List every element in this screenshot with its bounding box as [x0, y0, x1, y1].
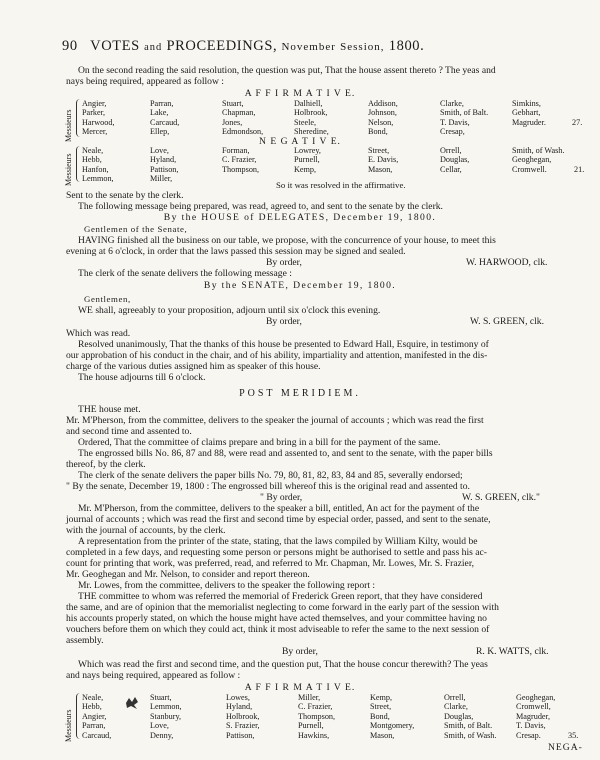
by-order: By order,: [282, 646, 318, 657]
message-heading: By the SENATE, December 19, 1800.: [203, 280, 397, 291]
vote-column: [370, 693, 414, 740]
member-name: Jones,: [222, 117, 243, 127]
paragraph-line: nays being required, appeared as follow :: [66, 76, 224, 87]
by-order: " By order,: [260, 492, 303, 503]
messieurs-label: Messieurs: [64, 153, 73, 186]
paragraph-line: with the journal of accounts, by the clerk.: [66, 525, 226, 536]
paragraph-line: thereof, by the clerk.: [66, 459, 146, 470]
member-name: Hanfon,: [82, 164, 109, 174]
member-name: Hebb,: [82, 155, 102, 165]
member-name: Lake,: [150, 108, 169, 118]
member-name: Holbrook,: [226, 711, 260, 721]
vote-column: [82, 693, 111, 740]
vote-column: [440, 146, 469, 174]
negative-label: N E G A T I V E.: [259, 136, 341, 147]
member-name: Johnson,: [368, 108, 397, 118]
affirmative-count: 35.: [568, 731, 579, 740]
vote-column: [226, 693, 260, 740]
member-name: Cellar,: [440, 164, 462, 174]
member-name: Street,: [370, 702, 392, 712]
paragraph-line: the same, and are of opinion that the memorialist neglecting to come forward in the early part of the session with: [66, 602, 499, 613]
member-name: Parran,: [150, 99, 174, 108]
negative-count: 21.: [574, 165, 585, 174]
member-name: Douglas,: [444, 711, 474, 721]
paragraph-line: HAVING finished all the business on our table, we propose, with the concurrence of your house, to meet this: [78, 235, 496, 246]
member-name: C. Frazier,: [222, 155, 257, 165]
signature: W. S. GREEN, clk.: [470, 316, 544, 327]
paragraph-line: On the second reading the said resolution, the question was put, That the house assent thereto ? The yeas and: [78, 65, 496, 76]
paragraph-line: journal of accounts ; which was read the first and second time by especial order, passed, and sent to the senate,: [66, 514, 491, 525]
member-name: Angier,: [82, 99, 107, 108]
signature: W. HARWOOD, clk.: [466, 257, 548, 268]
affirmative-label: A F F I R M A T I V E.: [244, 682, 356, 693]
member-name: Harwood,: [82, 117, 115, 127]
member-name: Stuart,: [150, 693, 172, 702]
paragraph-line: our approbation of his conduct in the chair, and of his ability, impartiality and attention, manifested in the dis-: [66, 350, 488, 361]
paragraph-line: The engrossed bills No. 86, 87 and 88, were read and assented to, and sent to the senate, with the paper bills: [78, 448, 493, 459]
member-name: Parker,: [82, 108, 106, 118]
member-name: Gebhart,: [512, 108, 541, 118]
member-name: Neale,: [82, 146, 104, 155]
vote-column: [294, 99, 329, 137]
paragraph-line: A representation from the printer of the state, stating, that the laws compiled by William Kilty, would be: [78, 536, 478, 547]
member-name: Kemp,: [370, 693, 393, 702]
member-name: Montgomery,: [370, 721, 415, 731]
ink-blot-decoration: [124, 696, 140, 710]
paragraph-line: THE house met.: [78, 404, 141, 415]
member-name: Edmondson,: [222, 127, 264, 137]
vote-column: [368, 99, 398, 137]
member-name: Stuart,: [222, 99, 244, 108]
paragraph-line: completed in a few days, and requesting some person or persons might be authorised to settle and pass his ac-: [66, 547, 487, 558]
member-name: Mason,: [368, 164, 393, 174]
vote-column: [444, 693, 496, 740]
paragraph-line: assembly.: [66, 635, 104, 646]
salutation: Gentlemen of the Senate,: [84, 224, 188, 234]
member-name: Carcaud,: [150, 117, 180, 127]
member-name: Forman,: [222, 146, 250, 155]
paragraph-line: count for printing that work, was preferred, read, and referred to Mr. Chapman, Mr. Lowes, Mr. S. Frazier,: [66, 558, 475, 569]
vote-column: [440, 99, 488, 137]
member-name: Thompson,: [222, 164, 260, 174]
member-name: Parran,: [82, 721, 106, 731]
member-name: Cresap.: [516, 730, 541, 740]
member-name: Steele,: [294, 117, 317, 127]
member-name: Douglas,: [440, 155, 470, 165]
by-order: By order,: [266, 316, 302, 327]
member-name: Stanbury,: [150, 711, 182, 721]
paragraph-line: Mr. Lowes, from the committee, delivers to the speaker the following report :: [78, 580, 376, 591]
member-name: Clarke,: [444, 702, 468, 712]
member-name: Pattison,: [226, 730, 255, 740]
paragraph-line: WE shall, agreeably to your proposition, adjourn until six o'clock this evening.: [78, 305, 381, 316]
paragraph-line: The clerk of the senate delivers the paper bills No. 79, 80, 81, 82, 83, 84 and 85, severally endorsed;: [78, 470, 463, 481]
member-name: Mason,: [370, 730, 395, 740]
vote-column: [150, 146, 178, 184]
member-name: Smith, of Balt.: [444, 721, 493, 731]
paragraph-line: " By the senate, December 19, 1800 : The engrossed bill whereof this is the original read and assented to.: [66, 481, 470, 492]
member-name: Lemmon,: [82, 174, 114, 184]
messieurs-label: Messieurs: [64, 709, 73, 742]
member-name: Street,: [368, 146, 390, 155]
member-name: Chapman,: [222, 108, 256, 118]
paragraph-line: The house adjourns till 6 o'clock.: [78, 372, 206, 383]
paragraph-line: Sent to the senate by the clerk.: [66, 190, 184, 201]
brace: [76, 99, 81, 137]
paragraph-line: his accounts properly stated, on which the house might have acted themselves, and your committee having no: [66, 613, 487, 624]
vote-column: [222, 99, 263, 137]
vote-column: [82, 99, 115, 137]
message-heading: By the HOUSE of DELEGATES, December 19, 1800.: [163, 212, 437, 223]
brace: [76, 146, 81, 182]
member-name: Cromwell.: [512, 164, 547, 174]
vote-column: [516, 693, 555, 740]
member-name: Neale,: [82, 693, 104, 702]
member-name: T. Davis,: [440, 117, 470, 127]
member-name: Lowrey,: [294, 146, 321, 155]
vote-column: [222, 146, 259, 174]
member-name: Angier,: [82, 711, 107, 721]
member-name: Addison,: [368, 99, 398, 108]
member-name: Nelson,: [368, 117, 394, 127]
paragraph-line: evening at 6 o'clock, in order that the laws passed this session may be signed and sealed.: [66, 246, 406, 257]
member-name: Clarke,: [440, 99, 464, 108]
paragraph-line: Mr. Geoghegan and Mr. Nelson, to consider and report thereon.: [66, 569, 310, 580]
member-name: C. Frazier,: [298, 702, 333, 712]
vote-column: [298, 693, 335, 740]
vote-column: [82, 146, 114, 184]
member-name: Bond,: [368, 127, 388, 137]
vote-column: [368, 146, 398, 174]
member-name: Smith, of Wash.: [512, 146, 565, 155]
member-name: T. Davis,: [516, 721, 546, 731]
paragraph-line: and nays being required, appeared as follow :: [66, 670, 241, 681]
paragraph-line: Mr. M'Pherson, from the committee, delivers to the speaker the journal of accounts ; which was read the first: [66, 415, 484, 426]
member-name: Orrell,: [440, 146, 462, 155]
paragraph-line: charge of the various duties assigned him as speaker of this house.: [66, 361, 321, 372]
member-name: E. Davis,: [368, 155, 399, 165]
member-name: Purnell,: [294, 155, 320, 165]
page-header: 90 VOTES and PROCEEDINGS, November Session, 1800.: [62, 38, 425, 54]
vote-column: [150, 99, 179, 137]
member-name: Simkins,: [512, 99, 541, 108]
member-name: Smith, of Wash.: [444, 730, 497, 740]
vote-column: [512, 146, 564, 174]
member-name: Hawkins,: [298, 730, 330, 740]
member-name: Pattison,: [150, 164, 179, 174]
member-name: Cresap,: [440, 127, 465, 137]
member-name: Lowes,: [226, 693, 250, 702]
paragraph-line: vouchers before them on which they could act, think it most adviseable to refer the same to the next session of: [66, 624, 490, 635]
messieurs-label: Messieurs: [64, 109, 73, 142]
member-name: Holbrook,: [294, 108, 328, 118]
member-name: Purnell,: [298, 721, 324, 731]
member-name: Dalhiell,: [294, 99, 323, 108]
member-name: Sheredine,: [294, 127, 329, 137]
member-name: Cromwell,: [516, 702, 551, 712]
vote-column: [150, 693, 182, 740]
member-name: Thompson,: [298, 711, 336, 721]
member-name: Bond,: [370, 711, 390, 721]
paragraph-line: and second time and assented to.: [66, 426, 192, 437]
catchword: NEGA-: [548, 742, 583, 753]
paragraph-line: THE committee to whom was referred the memorial of Frederick Green report, that they have considered: [78, 591, 483, 602]
salutation: Gentlemen,: [84, 294, 131, 304]
member-name: Smith, of Balt.: [440, 108, 489, 118]
member-name: Kemp,: [294, 164, 317, 174]
by-order: By order,: [266, 257, 302, 268]
paragraph-line: The clerk of the senate delivers the following message :: [78, 268, 292, 279]
paragraph-line: Which was read the first and second time, and the question put, That the house concur therewith? The yeas: [78, 659, 488, 670]
vote-column: [512, 99, 546, 127]
member-name: Lemmon,: [150, 702, 182, 712]
member-name: Ellep,: [150, 127, 170, 137]
member-name: Miller,: [298, 693, 321, 702]
member-name: S. Frazier,: [226, 721, 260, 731]
paragraph-line: Resolved unanimously, That the thanks of this house be presented to Edward Hall, Esquire, in testimony of: [78, 339, 489, 350]
paragraph-line: Ordered, That the committee of claims prepare and bring in a bill for the payment of the same.: [78, 437, 441, 448]
member-name: Love,: [150, 721, 169, 731]
member-name: Geoghegan,: [516, 693, 556, 702]
member-name: Magruder.: [512, 117, 546, 127]
member-name: Hyland,: [150, 155, 177, 165]
section-heading: POST MERIDIEM.: [239, 388, 361, 399]
signature: W. S. GREEN, clk.": [462, 492, 540, 503]
member-name: Geoghegan,: [512, 155, 552, 165]
member-name: Denny,: [150, 730, 174, 740]
member-name: Carcaud,: [82, 730, 112, 740]
vote-column: [294, 146, 321, 174]
affirmative-count: 27.: [572, 118, 583, 127]
paragraph-line: The following message being prepared, was read, agreed to, and sent to the senate by the clerk.: [78, 201, 443, 212]
member-name: Magruder,: [516, 711, 551, 721]
affirmative-label: A F F I R M A T I V E.: [244, 88, 356, 99]
member-name: Miller,: [150, 174, 173, 184]
vote-result: So it was resolved in the affirmative.: [276, 180, 406, 190]
paragraph-line: Which was read.: [66, 328, 131, 339]
member-name: Hyland,: [226, 702, 253, 712]
member-name: Mercer,: [82, 127, 108, 137]
member-name: Love,: [150, 146, 169, 155]
paragraph-line: Mr. M'Pherson, from the committee, delivers to the speaker a bill, entitled, An act for the payment of the: [78, 503, 480, 514]
signature: R. K. WATTS, clk.: [476, 646, 549, 657]
page-number: 90: [62, 38, 78, 54]
brace: [76, 693, 81, 739]
member-name: Hebb,: [82, 702, 102, 712]
member-name: Orrell,: [444, 693, 466, 702]
